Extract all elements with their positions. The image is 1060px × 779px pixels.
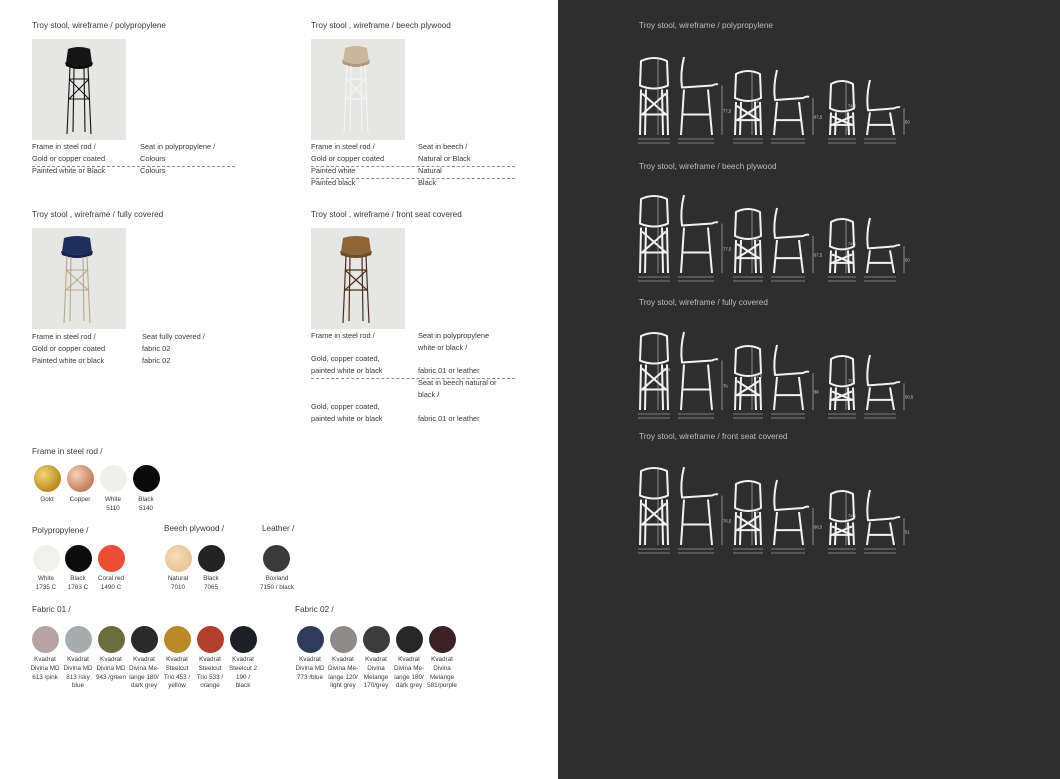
base-dimension-lines xyxy=(638,549,714,553)
product-photo-beech xyxy=(311,39,405,140)
swatch-label: Coral red 1490 C xyxy=(98,575,124,591)
spec-row-a: Frame in steel rod / xyxy=(32,332,96,341)
leather-title: Leather / xyxy=(262,524,295,533)
spec-row-a: painted white or black xyxy=(311,366,383,375)
height-label: 77,5 xyxy=(723,108,732,114)
fabric-02-title: Fabric 02 / xyxy=(295,605,334,614)
spec-row-b: Colours xyxy=(140,166,166,175)
height-label: 92 xyxy=(754,98,759,104)
fabric-swatch xyxy=(330,626,357,653)
height-label: 51 xyxy=(905,529,910,535)
height-label: 77,5 xyxy=(723,246,732,252)
swatch-pp-white xyxy=(33,545,60,572)
stool-photo-blue xyxy=(32,228,126,329)
spec-row-a: Frame in steel rod / xyxy=(311,331,375,340)
swatch-label: Kvadrat Steelcut Trio 533 / orange xyxy=(196,656,224,690)
base-dimension-lines xyxy=(828,414,896,418)
spec-row-b: Colours xyxy=(140,154,166,163)
spec-row-b: Seat in polypropylene / xyxy=(140,142,216,151)
base-dimension-lines xyxy=(638,277,714,281)
height-label: 92,5 xyxy=(754,373,763,379)
spec-row-b: fabric 02 xyxy=(142,344,171,353)
height-label: 66 xyxy=(814,389,819,395)
stool-outline-group xyxy=(640,195,718,273)
swatch-label: Kvadrat Divina Me- lange 120/ light grey xyxy=(327,656,359,690)
spec-row-a: Painted white or Black xyxy=(32,166,106,175)
height-label: 92 xyxy=(754,508,759,514)
product-title-fully-covered: Troy stool , wireframe / fully covered xyxy=(32,210,164,219)
base-dimension-lines xyxy=(828,277,896,281)
swatch-label: Kvadrat Divina MD 943 /green xyxy=(95,656,127,681)
swatch-label: Kvadrat Divina Me- lange 180/ dark grey xyxy=(393,656,425,690)
height-label: 66,5 xyxy=(814,524,823,530)
swatch-label: White 5110 xyxy=(104,496,122,512)
stool-outline-group xyxy=(830,490,900,545)
swatch-pp-black xyxy=(65,545,92,572)
fabric-swatch xyxy=(396,626,423,653)
swatch-beech-natural xyxy=(165,545,192,572)
swatch-label: Gold xyxy=(40,496,54,503)
product-title-polypropylene: Troy stool, wireframe / polypropylene xyxy=(32,21,166,30)
height-label: 102 xyxy=(660,92,667,97)
fabric-swatch xyxy=(363,626,390,653)
stool-outline-group xyxy=(735,208,809,273)
stool-outline-group xyxy=(640,57,718,135)
swatch-label: Kvadrat Divina Melange 581/purple xyxy=(427,656,457,690)
stool-outline-group xyxy=(735,480,809,545)
dimension-drawing-row xyxy=(633,193,963,288)
stool-outline-group xyxy=(830,355,900,410)
height-label: 102 xyxy=(660,502,667,507)
dimension-drawing-row xyxy=(633,55,963,150)
fabric-swatch xyxy=(297,626,324,653)
swatch-label: Black 7065 xyxy=(203,575,219,591)
swatch-copper xyxy=(67,465,94,492)
base-dimension-lines xyxy=(638,414,714,418)
height-label: 102 xyxy=(660,230,667,235)
dimension-drawing-row xyxy=(633,330,963,425)
spec-row-a: Painted white xyxy=(311,166,356,175)
stool-outline-group xyxy=(735,345,809,410)
height-label: 76 xyxy=(723,383,728,389)
swatch-label: Kvadrat Divina MD 613 /pink xyxy=(30,656,60,681)
swatch-label: Kvadrat Divina Me- lange 180/ dark grey xyxy=(128,656,160,690)
frame-finish-title: Frame in steel rod / xyxy=(32,447,103,456)
height-label: 50 xyxy=(905,119,910,125)
product-photo-polypropylene xyxy=(32,39,126,140)
spec-row-a: Gold or copper coated xyxy=(32,154,106,163)
height-label: 76,5 xyxy=(723,518,732,524)
beech-plywood-title: Beech plywood / xyxy=(164,524,225,533)
spec-row-b: black / xyxy=(418,390,440,399)
fabric-swatch xyxy=(98,626,125,653)
dims-title-fully-covered: Troy stool, wireframe / fully covered xyxy=(639,298,768,307)
height-label: 50,5 xyxy=(905,394,914,400)
spec-row-a: Gold or copper coated xyxy=(311,154,385,163)
product-title-beech: Troy stool , wireframe / beech plywood xyxy=(311,21,451,30)
swatch-pp-coral-red xyxy=(98,545,125,572)
spec-row-a: Painted white or black xyxy=(32,356,105,365)
dims-title-beech: Troy stool, wireframe / beech plywood xyxy=(639,162,777,171)
base-dimension-lines xyxy=(638,139,714,143)
swatch-gold xyxy=(34,465,61,492)
spec-row-b: fabric 01 or leather xyxy=(418,366,480,375)
spec-row-b: Natural or Black xyxy=(418,154,471,163)
spec-row-b: fabric 02 xyxy=(142,356,171,365)
dimension-drawing-row xyxy=(633,465,963,560)
product-photo-front-seat-covered xyxy=(311,228,405,329)
height-label: 74,5 xyxy=(848,103,857,109)
fabric-01-title: Fabric 01 / xyxy=(32,605,71,614)
stool-photo-black xyxy=(32,39,126,140)
height-label: 74,5 xyxy=(848,513,857,519)
swatch-label: Kvadrat Divina MD 773 /blue xyxy=(295,656,325,681)
fabric-swatch xyxy=(197,626,224,653)
spec-row-b: Seat in beech / xyxy=(418,142,468,151)
height-label: 92 xyxy=(754,236,759,242)
base-dimension-lines xyxy=(733,549,805,553)
spec-row-a: Frame in steel rod / xyxy=(32,142,96,151)
swatch-label: Natural 7010 xyxy=(167,575,189,591)
swatch-label: Black 5140 xyxy=(138,496,154,512)
height-label: 102,5 xyxy=(660,367,671,372)
spec-row-a: painted white or black xyxy=(311,414,383,423)
swatch-label: Kvadrat Steelcut Trio 453 / yellow xyxy=(163,656,191,690)
spec-row-a: Painted black xyxy=(311,178,356,187)
swatch-label: Copper xyxy=(69,496,91,503)
spec-row-a: Gold or copper coated xyxy=(32,344,106,353)
fabric-swatch xyxy=(164,626,191,653)
base-dimension-lines xyxy=(733,414,805,418)
fabric-swatch xyxy=(65,626,92,653)
swatch-label: Kvadrat Divina MD 813 /sky blue xyxy=(63,656,93,690)
swatch-white xyxy=(100,465,127,492)
height-label: 67,5 xyxy=(814,252,823,258)
spec-row-b: Black xyxy=(418,178,437,187)
height-label: 50 xyxy=(905,257,910,263)
stool-photo-brown xyxy=(311,228,405,329)
swatch-beech-black xyxy=(198,545,225,572)
dims-title-front-seat-covered: Troy stool, wireframe / front seat covered xyxy=(639,432,788,441)
product-title-front-seat-covered: Troy stool , wireframe / front seat covered xyxy=(311,210,462,219)
spec-row-b: Seat fully covered / xyxy=(142,332,205,341)
fabric-swatch xyxy=(131,626,158,653)
swatch-label: Boxland 7150 / black xyxy=(260,575,294,591)
dims-title-polypropylene: Troy stool, wireframe / polypropylene xyxy=(639,21,773,30)
swatch-label: Kvadrat Divina Melange 170/grey xyxy=(363,656,389,690)
spec-row-b: Seat in polypropylene xyxy=(418,331,490,340)
spec-row-a: Frame in steel rod / xyxy=(311,142,375,151)
spec-row-b: white or black / xyxy=(418,343,468,352)
catalog-right-page xyxy=(558,0,1060,779)
swatch-label: Black 1763 C xyxy=(67,575,89,591)
height-label: 67,5 xyxy=(814,114,823,120)
stool-outline-group xyxy=(640,467,718,545)
swatch-label: Kvadrat Steelcut 2 190 / black xyxy=(228,656,257,690)
spec-row-b: fabric 01 or leather xyxy=(418,414,480,423)
base-dimension-lines xyxy=(733,277,805,281)
swatch-label: White 1735 C xyxy=(35,575,57,591)
height-label: 75 xyxy=(848,378,853,384)
fabric-swatch xyxy=(429,626,456,653)
polypropylene-title: Polypropylene / xyxy=(32,526,89,535)
swatch-black xyxy=(133,465,160,492)
stool-outline-group xyxy=(830,218,900,273)
spec-row-b: Seat in beech natural or xyxy=(418,378,497,387)
spec-row-a: Gold, copper coated, xyxy=(311,354,380,363)
base-dimension-lines xyxy=(828,139,896,143)
stool-outline-group xyxy=(830,80,900,135)
fabric-swatch xyxy=(230,626,257,653)
swatch-leather-boxland xyxy=(263,545,290,572)
base-dimension-lines xyxy=(828,549,896,553)
base-dimension-lines xyxy=(733,139,805,143)
stool-photo-natural xyxy=(311,39,405,140)
stool-outline-group xyxy=(640,332,718,410)
height-label: 74,5 xyxy=(848,241,857,247)
fabric-swatch xyxy=(32,626,59,653)
stool-outline-group xyxy=(735,70,809,135)
spec-row-b: Natural xyxy=(418,166,442,175)
product-photo-fully-covered xyxy=(32,228,126,329)
spec-row-a: Gold, copper coated, xyxy=(311,402,380,411)
